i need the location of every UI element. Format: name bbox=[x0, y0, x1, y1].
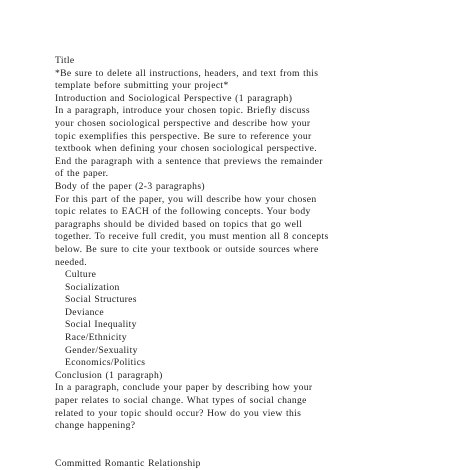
concept-item: Socialization bbox=[65, 281, 120, 293]
concept-item: Race/Ethnicity bbox=[65, 332, 127, 344]
body-line: needed. bbox=[55, 256, 88, 268]
intro-line: topic exemplifies this perspective. Be sure to reference your bbox=[55, 130, 312, 142]
concept-item: Social Structures bbox=[65, 294, 137, 306]
intro-line: End the paragraph with a sentence that previews the remainder bbox=[55, 155, 323, 167]
intro-line: In a paragraph, introduce your chosen topic. Briefly discuss bbox=[55, 105, 310, 117]
concept-item: Deviance bbox=[65, 306, 105, 318]
topic-title: Committed Romantic Relationship bbox=[55, 457, 201, 469]
spacer bbox=[55, 433, 435, 458]
body-line: topic relates to EACH of the following concepts. Your body bbox=[55, 206, 311, 218]
conclusion-line: In a paragraph, conclude your paper by describing how your bbox=[55, 382, 313, 394]
instruction-line: template before submitting your project* bbox=[55, 80, 229, 92]
intro-line: your chosen sociological perspective and describe how your bbox=[55, 117, 311, 129]
conclusion-line: change happening? bbox=[55, 420, 136, 432]
document-title: Title bbox=[55, 55, 75, 66]
body-heading: Body of the paper (2-3 paragraphs) bbox=[55, 180, 205, 192]
body-line: paragraphs should be divided based on topics that go well bbox=[55, 218, 303, 230]
instruction-line: *Be sure to delete all instructions, headers, and text from this bbox=[55, 67, 319, 79]
concept-list bbox=[55, 269, 435, 370]
intro-heading: Introduction and Sociological Perspective (1 paragraph) bbox=[55, 92, 293, 104]
body-line: together. To receive full credit, you must mention all 8 concepts bbox=[55, 231, 329, 243]
concept-item: Social Inequality bbox=[65, 319, 137, 331]
body-line: below. Be sure to cite your textbook or outside sources where bbox=[55, 243, 319, 255]
conclusion-line: related to your topic should occur? How do you view this bbox=[55, 407, 302, 419]
intro-line: textbook when defining your chosen sociological perspective. bbox=[55, 143, 317, 155]
document-page bbox=[55, 55, 435, 470]
conclusion-line: paper relates to social change. What types of social change bbox=[55, 395, 307, 407]
conclusion-heading: Conclusion (1 paragraph) bbox=[55, 369, 163, 381]
body-line: For this part of the paper, you will describe how your chosen bbox=[55, 193, 317, 205]
concept-item: Gender/Sexuality bbox=[65, 344, 138, 356]
concept-item: Culture bbox=[65, 269, 97, 281]
concept-item: Economics/Politics bbox=[65, 357, 146, 369]
intro-line: of the paper. bbox=[55, 168, 109, 180]
